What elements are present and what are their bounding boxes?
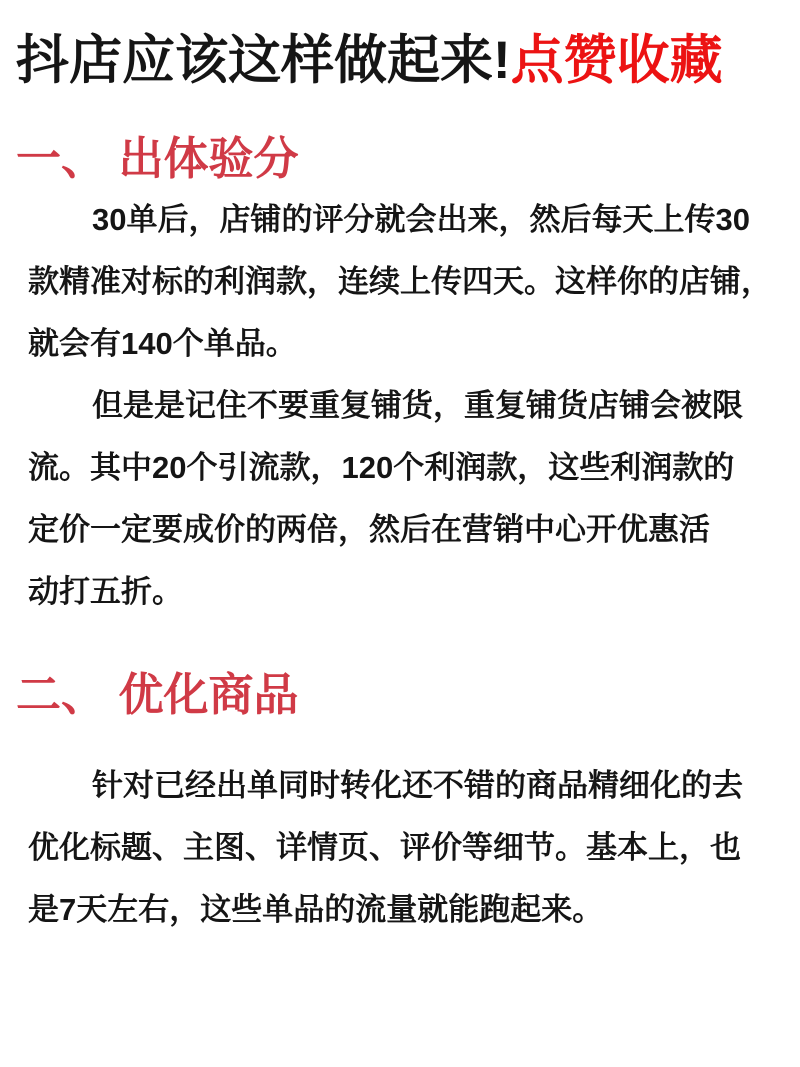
text-line: 针对已经出单同时转化还不错的商品精细化的去 (92, 768, 743, 803)
title-main-text: 抖店应该这样做起来! (16, 31, 511, 90)
text-line: 流。其中20个引流款，120个利润款，这些利润款的 (28, 450, 735, 485)
text-line: 30单后，店铺的评分就会出来，然后每天上传30 (92, 202, 750, 237)
text-line: 优化标题、主图、详情页、评价等细节。基本上，也 (28, 830, 741, 865)
page-title (0, 0, 800, 95)
text-line: 就会有140个单品。 (28, 326, 297, 361)
section-2-body (28, 755, 788, 941)
section-1-body (28, 189, 788, 623)
text-line: 是7天左右，这些单品的流量就能跑起来。 (28, 892, 604, 927)
text-line: 动打五折。 (28, 574, 183, 609)
title-highlight-text: 点赞收藏 (510, 31, 723, 90)
text-line: 但是是记住不要重复铺货，重复铺货店铺会被限 (92, 388, 743, 423)
section-2-heading: 二、 优化商品 (16, 669, 299, 720)
text-line: 定价一定要成价的两倍，然后在营销中心开优惠活 (28, 512, 710, 547)
text-line: 款精准对标的利润款，连续上传四天。这样你的店铺， (28, 264, 772, 299)
section-1-heading: 一、 出体验分 (16, 133, 299, 184)
